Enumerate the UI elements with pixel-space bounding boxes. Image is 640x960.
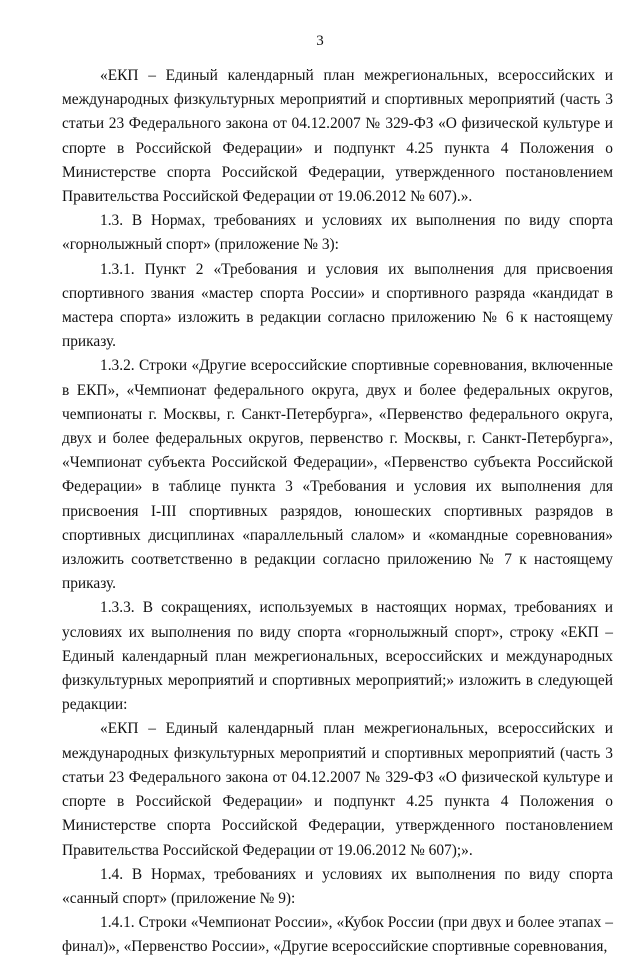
paragraph-1-3: 1.3. В Нормах, требованиях и условиях их выполнения по виду спорта «горнолыжный спорт» (приложение № 3): [62, 212, 613, 254]
paragraph-1-4-1: 1.4.1. Строки «Чемпионат России», «Кубок России (при двух и более этапах – финал)», «Первенство России», «Другие всероссийские спортивные соревнования, [62, 914, 613, 956]
paragraph-ekp-definition: «ЕКП – Единый календарный план межрегиональных, всероссийских и международных физкультурных мероприятий и спортивных мероприятий (часть 3 статьи 23 Федерального закона от 04.12.2007 № 329-ФЗ «О физической культуре и спорте в Российской Федерации» и подпункт 4.25 пункта 4 Положения о Министерстве спорта Российской Федерации, утвержденного постановлением Правительства Российской Федерации от 19.06.2012 № 607).». [62, 67, 613, 206]
paragraph-1-4: 1.4. В Нормах, требованиях и условиях их выполнения по виду спорта «санный спорт» (приложение № 9): [62, 865, 613, 907]
paragraph-1-3-2: 1.3.2. Строки «Другие всероссийские спортивные соревнования, включенные в ЕКП», «Чемпионат федерального округа, двух и более федеральных округов, чемпионаты г. Москвы, г. Санкт-Петербурга», «Первенство федерального округа, двух и более федеральных округов, первенство г. Москвы, г. Санкт-Петербурга», «Чемпионат субъекта Российской Федерации», «Первенство субъекта Российской Федерации» в таблице пункта 3 «Требования и условия их выполнения для присвоения I-III спортивных разрядов, юношеских спортивных разрядов в спортивных дисциплинах «параллельный слалом» и «командные соревнования» изложить соответственно в редакции согласно приложению № 7 к настоящему приказу. [62, 357, 613, 593]
page-number: 3 [316, 33, 324, 49]
paragraph-1-3-3: 1.3.3. В сокращениях, используемых в настоящих нормах, требованиях и условиях их выполнения по виду спорта «горнолыжный спорт», строку «ЕКП – Единый календарный план межрегиональных, всероссийских и международных физкультурных мероприятий и спортивных мероприятий;» изложить в следующей редакции: [62, 599, 613, 714]
paragraph-ekp-new-wording: «ЕКП – Единый календарный план межрегиональных, всероссийских и международных физкультурных мероприятий и спортивных мероприятий (часть 3 статьи 23 Федерального закона от 04.12.2007 № 329-ФЗ «О физической культуре и спорте в Российской Федерации» и подпункт 4.25 пункта 4 Положения о Министерстве спорта Российской Федерации, утвержденного постановлением Правительства Российской Федерации от 19.06.2012 № 607);». [62, 720, 613, 859]
paragraph-1-3-1: 1.3.1. Пункт 2 «Требования и условия их выполнения для присвоения спортивного звания «мастер спорта России» и спортивного разряда «кандидат в мастера спорта» изложить в редакции согласно приложению № 6 к настоящему приказу. [62, 260, 613, 351]
document-body [62, 64, 613, 960]
